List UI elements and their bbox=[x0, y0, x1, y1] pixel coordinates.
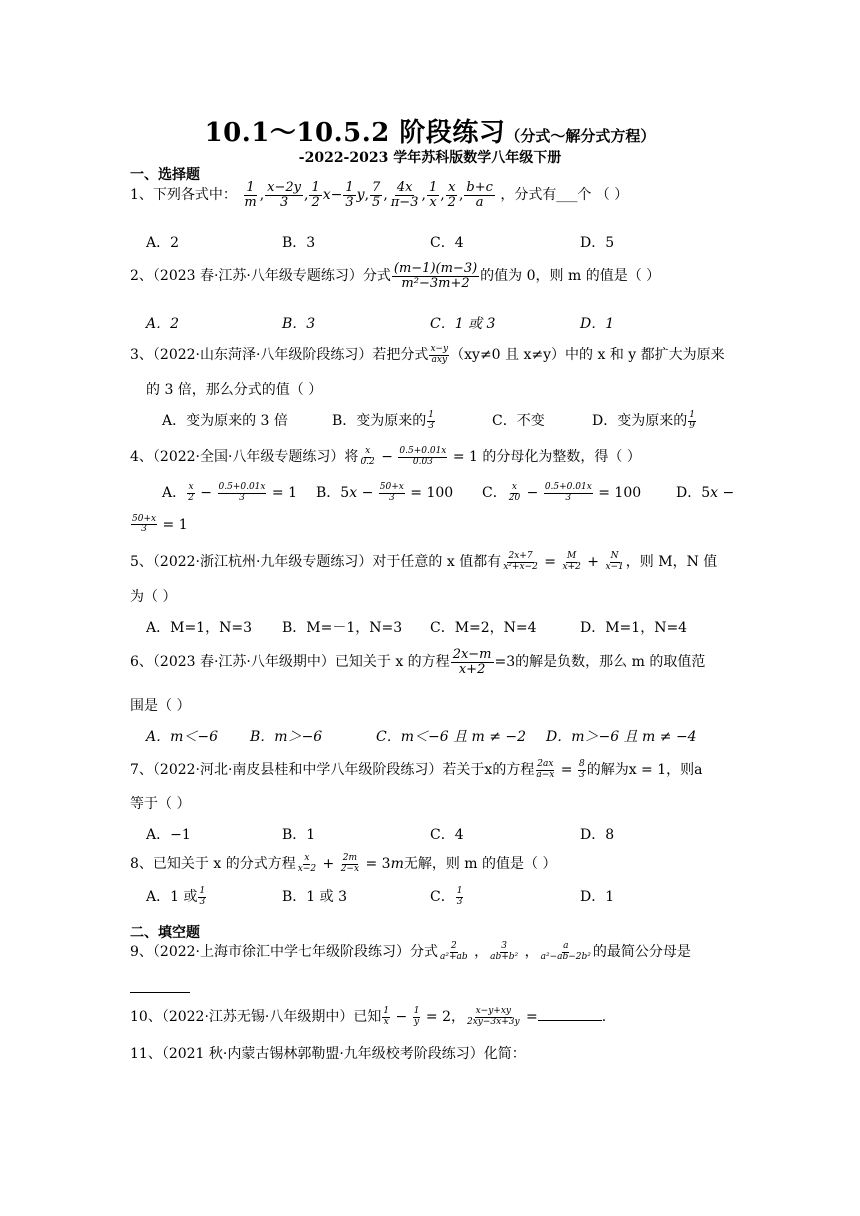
q4-text: 4、（2022·全国·八年级专题练习）将 bbox=[130, 449, 359, 465]
q8-option-b: B．1 或 3 bbox=[282, 889, 348, 905]
q10-tail: . bbox=[601, 1009, 607, 1025]
q7-option-d: D．8 bbox=[580, 827, 615, 843]
title-paren: （分式～解分式方程） bbox=[505, 127, 656, 145]
page-title bbox=[0, 112, 860, 149]
q3-option-d: D．变为原来的 $\frac{1}{9}$ bbox=[592, 410, 695, 431]
q2-option-c: C．1 或 3 bbox=[430, 316, 496, 332]
q1-tail: ，分式有___个 （ ） bbox=[500, 187, 629, 204]
q5-option-c: C．M=2，N=4 bbox=[430, 620, 537, 636]
q8-option-c: C． $\frac{1}{3}$ bbox=[430, 886, 463, 907]
q2-text: 2、（2023 春·江苏·八年级专题练习）分式 bbox=[130, 268, 391, 285]
q2-option-d: D．1 bbox=[580, 316, 615, 332]
q3-option-a: A．变为原来的 3 倍 bbox=[162, 413, 288, 429]
q6-option-d: D．m＞−6 且 m ≠ −4 bbox=[546, 729, 697, 745]
q6-tail: 的解是负数，那么 m 的取值范 bbox=[515, 654, 706, 671]
q1-option-a: A．2 bbox=[146, 235, 180, 251]
q6-option-a: A．m＜−6 bbox=[146, 729, 219, 745]
q7-line2: 等于（ ） bbox=[130, 796, 191, 812]
q4-tail: 的分母化为整数，得（ ） bbox=[482, 449, 641, 465]
q1-option-b: B．3 bbox=[282, 235, 316, 251]
q4-option-a: A． $\frac{x}{2}$ − $\frac{0.5+0.01x}{3}$ = 1 bbox=[162, 482, 298, 503]
q7-option-b: B．1 bbox=[282, 827, 316, 843]
q9-text: 9、（2022·上海市徐汇中学七年级阶段练习）分式 bbox=[130, 944, 438, 960]
question-4: 4、（2022·全国·八年级专题练习）将 $\frac{x}{0.2}$ − $\frac{0.5+0.01x}{0.03}$ = 1 的分母化为整数，得（ ） bbox=[130, 446, 641, 467]
q10-text: 10、（2022·江苏无锡·八年级期中）已知 bbox=[130, 1009, 382, 1025]
q2-tail: 的值为 0，则 m 的值是（ ） bbox=[480, 268, 661, 285]
q3-tail: （xy≠0 且 x≠y）中的 x 和 y 都扩大为原来 bbox=[450, 347, 725, 363]
q7-option-c: C．4 bbox=[430, 827, 464, 843]
q5-option-b: B．M=－1，N=3 bbox=[282, 620, 403, 636]
q6-text: 6、（2023 春·江苏·八年级期中）已知关于 x 的方程 bbox=[130, 654, 450, 671]
question-2: 2、（2023 春·江苏·八年级专题练习）分式 $\frac{(m-1)(m-3)}{\text{m²−3m+2}}$ 的值为 0，则 m 的值是（ ） bbox=[130, 261, 661, 291]
question-7: 7、（2022·河北·南皮县桂和中学八年级阶段练习）若关于x的方程 $\frac{2ax}{a-x}$ = $\frac{8}{3}$ 的解为x = 1，则a bbox=[130, 759, 703, 780]
q4-option-d: D．5x − bbox=[676, 485, 735, 501]
question-6: 6、（2023 春·江苏·八年级期中）已知关于 x 的方程 $\frac{2x-m}{x+2}$ =3的解是负数，那么 m 的取值范 bbox=[130, 647, 706, 677]
q8-tail: 无解，则 m 的值是（ ） bbox=[403, 856, 557, 872]
q6-option-b: B．m＞−6 bbox=[250, 729, 323, 745]
q9-answer-blank bbox=[130, 978, 190, 997]
question-3: 3、（2022·山东菏泽·八年级阶段练习）若把分式 $\frac{x-y}{\text{axy}}$ （xy≠0 且 x≠y）中的 x 和 y 都扩大为原来 bbox=[130, 344, 725, 365]
title-main: 10.1～10.5.2 阶段练习 bbox=[204, 118, 506, 148]
q5-line2: 为（ ） bbox=[130, 589, 177, 605]
q5-option-a: A．M=1，N=3 bbox=[146, 620, 252, 636]
q5-text: 5、（2022·浙江杭州·九年级专题练习）对于任意的 x 值都有 bbox=[130, 554, 502, 570]
q7-tail: 的解为x = 1，则a bbox=[586, 762, 703, 778]
question-5: 5、（2022·浙江杭州·九年级专题练习）对于任意的 x 值都有 $\frac{2x+7}{\text{x²+x−2}}$ = $\frac{M}{x+2}$ + $\frac{N}{x-1}$ ，则 M，N 值 bbox=[130, 551, 718, 572]
q8-text: 8、已知关于 x 的分式方程 bbox=[130, 856, 296, 872]
q1-text: 1、下列各式中： bbox=[130, 187, 237, 204]
q1-option-d: D．5 bbox=[580, 235, 615, 251]
section-fill: 二、填空题 bbox=[130, 925, 200, 941]
q6-option-c: C．m＜−6 且 m ≠ −2 bbox=[376, 729, 527, 745]
question-1: 1、下列各式中： $\frac{1}{m}$ , $\frac{x-2y}{3}$ , $\frac{1}{2}$ x− $\frac{1}{3}$ y, $\frac{7}{5}$ , $\frac{4x}{\pi-3}$ , $\frac{1}{x}$ , $\frac{x}{2}$ , $\frac{b+c}{a}$ ，分式有___个 （ ） bbox=[130, 180, 629, 210]
q4-option-b: B．5x − $\frac{50+x}{3}$ = 100 bbox=[316, 482, 454, 503]
question-11: 11、（2021 秋·内蒙古锡林郭勒盟·九年级校考阶段练习）化简： bbox=[130, 1046, 526, 1062]
q8-option-d: D．1 bbox=[580, 889, 615, 905]
q5-option-d: D．M=1，N=4 bbox=[580, 620, 688, 636]
page-subtitle: -2022-2023 学年苏科版数学八年级下册 bbox=[298, 150, 562, 166]
q2-option-a: A．2 bbox=[146, 316, 180, 332]
section-choice: 一、选择题 bbox=[130, 167, 200, 183]
q3-text: 3、（2022·山东菏泽·八年级阶段练习）若把分式 bbox=[130, 347, 429, 363]
q4-option-d-cont: $\frac{50+x}{3}$ = 1 bbox=[132, 514, 188, 535]
q3-line2: 的 3 倍，那么分式的值（ ） bbox=[146, 382, 323, 398]
question-10: 10、（2022·江苏无锡·八年级期中）已知 $\frac{1}{x}$ − $\frac{1}{y}$ = 2， $\frac{x-y+xy}{2xy-3x+3y}$ = . bbox=[130, 1006, 607, 1027]
q7-option-a: A．−1 bbox=[146, 827, 191, 843]
q2-option-b: B．3 bbox=[282, 316, 316, 332]
q6-line2: 围是（ ） bbox=[130, 698, 191, 714]
q1-option-c: C．4 bbox=[430, 235, 464, 251]
question-8: 8、已知关于 x 的分式方程 $\frac{x}{x-2}$ + $\frac{2m}{2-x}$ = 3m无解，则 m 的值是（ ） bbox=[130, 853, 557, 874]
q3-option-c: C．不变 bbox=[492, 413, 545, 429]
q9-tail: 的最简公分母是 bbox=[592, 944, 691, 960]
q10-mid: = 2， bbox=[425, 1009, 465, 1025]
q5-tail: ，则 M，N 值 bbox=[625, 554, 718, 570]
q3-option-b: B．变为原来的 $\frac{1}{3}$ bbox=[332, 410, 435, 431]
q4-option-c: C． $\frac{x}{20}$ − $\frac{0.5+0.01x}{3}$ = 100 bbox=[482, 482, 642, 503]
question-9: 9、（2022·上海市徐汇中学七年级阶段练习）分式 $\frac{2}{\text{a²+ab}}$ ， $\frac{3}{\text{ab+b²}}$ ， $\frac{a}{\text{a²−ab−2b²}}$ 的最简公分母是 bbox=[130, 941, 691, 962]
q8-option-a: A．1 或 $\frac{1}{3}$ bbox=[146, 886, 206, 907]
q7-text: 7、（2022·河北·南皮县桂和中学八年级阶段练习）若关于x的方程 bbox=[130, 762, 535, 778]
